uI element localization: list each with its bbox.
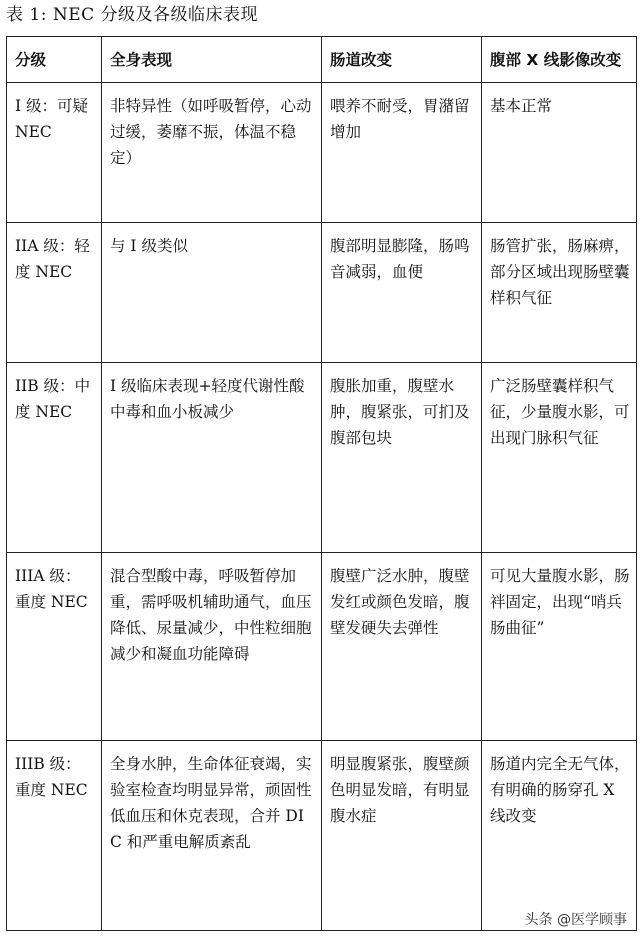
cell-systemic: 与 I 级类似 — [102, 223, 322, 363]
source-watermark: 头条 @医学顾事 — [522, 908, 630, 930]
cell-systemic: I 级临床表现+轻度代谢性酸中毒和血小板减少 — [102, 363, 322, 553]
cell-grade: IIB 级：中度 NEC — [7, 363, 102, 553]
nec-grading-table — [6, 36, 637, 931]
cell-grade: IIIA 级：重度 NEC — [7, 553, 102, 741]
cell-xray: 肠管扩张，肠麻痹，部分区域出现肠壁囊样积气征 — [482, 223, 637, 363]
header-systemic: 全身表现 — [102, 37, 322, 83]
table-row — [7, 363, 637, 553]
table-row — [7, 83, 637, 223]
header-grade: 分级 — [7, 37, 102, 83]
cell-intestinal: 腹胀加重，腹壁水肿，腹紧张，可扪及腹部包块 — [322, 363, 482, 553]
cell-grade: I 级：可疑 NEC — [7, 83, 102, 223]
table-header-row — [7, 37, 637, 83]
cell-systemic: 非特异性（如呼吸暂停，心动过缓，萎靡不振，体温不稳定） — [102, 83, 322, 223]
cell-xray: 广泛肠壁囊样积气征，少量腹水影，可出现门脉积气征 — [482, 363, 637, 553]
table-row — [7, 553, 637, 741]
cell-grade: IIA 级：轻度 NEC — [7, 223, 102, 363]
cell-intestinal: 明显腹紧张，腹壁颜色明显发暗，有明显腹水症 — [322, 741, 482, 931]
cell-systemic: 混合型酸中毒，呼吸暂停加重，需呼吸机辅助通气，血压降低、尿量减少，中性粒细胞减少和凝血功能障碍 — [102, 553, 322, 741]
cell-grade: IIIB 级：重度 NEC — [7, 741, 102, 931]
header-intestinal: 肠道改变 — [322, 37, 482, 83]
cell-xray: 可见大量腹水影，肠袢固定，出现“哨兵肠曲征” — [482, 553, 637, 741]
header-xray: 腹部 X 线影像改变 — [482, 37, 637, 83]
table-row — [7, 741, 637, 931]
cell-systemic: 全身水肿，生命体征衰竭，实验室检查均明显异常，顽固性低血压和休克表现，合并 DIC 和严重电解质紊乱 — [102, 741, 322, 931]
table-row — [7, 223, 637, 363]
cell-xray: 肠道内完全无气体，有明确的肠穿孔 X 线改变 — [482, 741, 637, 931]
cell-intestinal: 喂养不耐受，胃潴留增加 — [322, 83, 482, 223]
cell-xray: 基本正常 — [482, 83, 637, 223]
cell-intestinal: 腹壁广泛水肿，腹壁发红或颜色发暗，腹壁发硬失去弹性 — [322, 553, 482, 741]
table-caption: 表 1: NEC 分级及各级临床表现 — [6, 5, 259, 25]
cell-intestinal: 腹部明显膨隆，肠鸣音减弱，血便 — [322, 223, 482, 363]
